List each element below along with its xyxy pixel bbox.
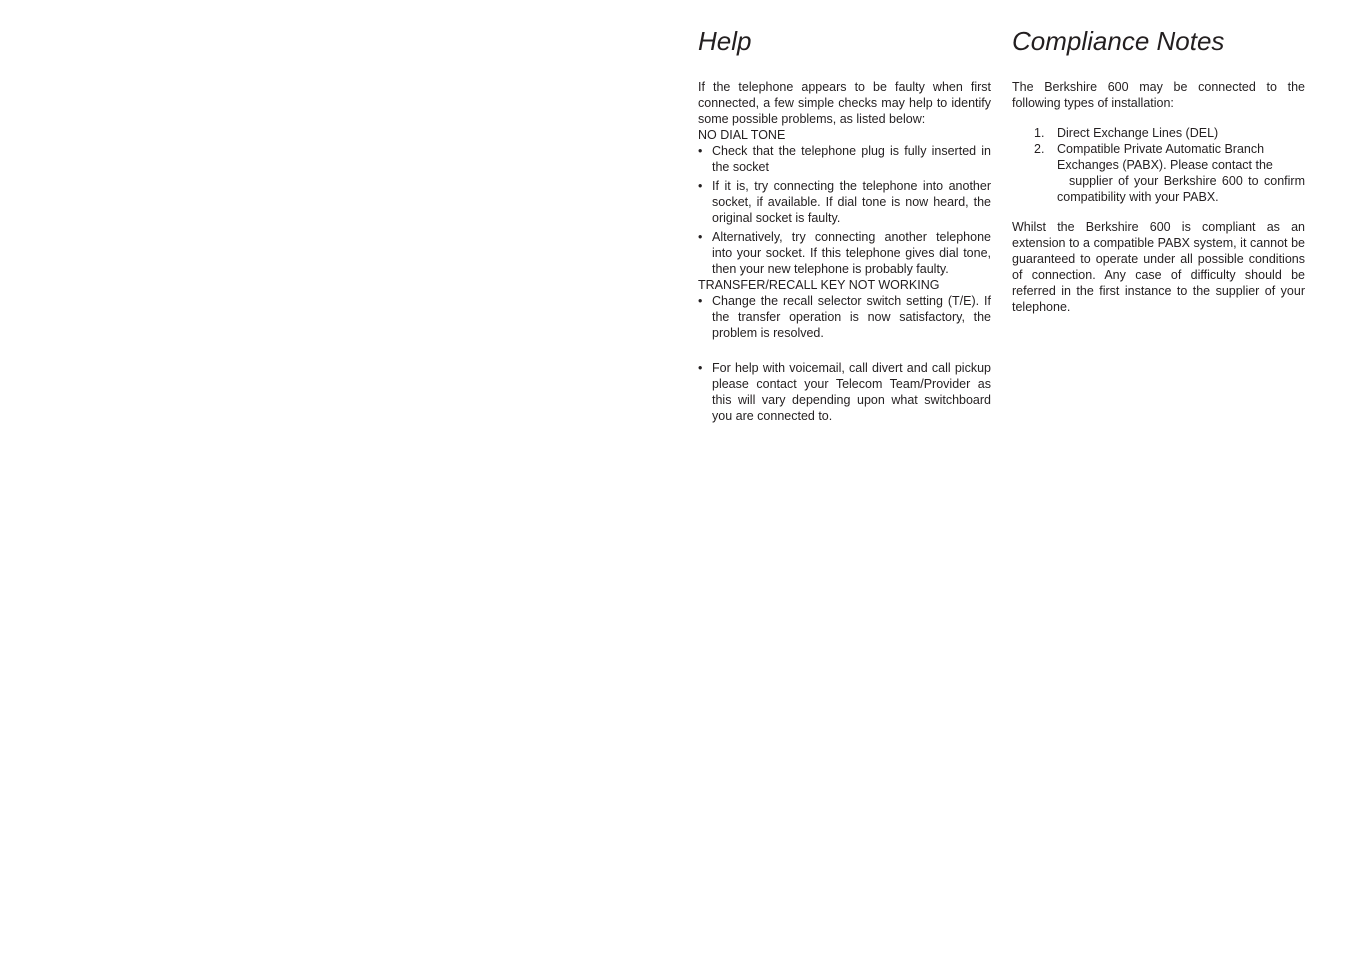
list-item-text: If it is, try connecting the telephone into another socket, if available. If dial tone is now heard, the original socket is faulty.: [712, 179, 991, 225]
compliance-section: [1012, 24, 1305, 315]
help-intro: If the telephone appears to be faulty when first connected, a few simple checks may help to identify some possible problems, as listed below:: [698, 80, 991, 126]
list-number: 1.: [1034, 126, 1045, 140]
help-title: Help: [698, 26, 752, 56]
transfer-recall-list: [698, 293, 991, 341]
list-item-text: supplier of your Berkshire 600 to confirm: [1069, 174, 1305, 188]
list-item: [698, 229, 991, 277]
list-item: [698, 293, 991, 341]
bullet-icon: •: [698, 294, 703, 308]
list-item-text: Direct Exchange Lines (DEL): [1057, 126, 1219, 140]
list-item: [1012, 141, 1305, 205]
no-dial-tone-heading: NO DIAL TONE: [698, 128, 786, 142]
compliance-title: Compliance Notes: [1012, 26, 1225, 56]
list-item: [698, 178, 991, 226]
transfer-recall-heading: TRANSFER/RECALL KEY NOT WORKING: [698, 278, 940, 292]
bullet-icon: •: [698, 361, 703, 375]
list-item-text: Exchanges (PABX). Please contact the: [1057, 158, 1273, 172]
installation-types-list: [1012, 125, 1305, 205]
list-item-text: compatibility with your PABX.: [1057, 190, 1219, 204]
list-item: [698, 360, 991, 424]
bullet-icon: •: [698, 179, 703, 193]
no-dial-tone-list: [698, 143, 991, 277]
list-item-text: Change the recall selector switch setting (T/E). If the transfer operation is now satisfactory, the problem is resolved.: [712, 294, 991, 340]
list-item: [698, 143, 991, 175]
help-section: [698, 24, 991, 424]
list-item-text: For help with voicemail, call divert and call pickup please contact your Telecom Team/Provider as this will vary depending upon what switchboard you are connected to.: [712, 361, 991, 423]
additional-help-list: [698, 360, 991, 424]
compliance-intro: The Berkshire 600 may be connected to the following types of installation:: [1012, 80, 1305, 110]
list-item-text: Compatible Private Automatic Branch: [1057, 142, 1265, 156]
bullet-icon: •: [698, 230, 703, 244]
list-item-text: Check that the telephone plug is fully inserted in the socket: [712, 144, 991, 174]
list-item-text: Alternatively, try connecting another telephone into your socket. If this telephone gives dial tone, then your new telephone is probably faulty.: [712, 230, 991, 276]
bullet-icon: •: [698, 144, 703, 158]
list-number: 2.: [1034, 142, 1045, 156]
list-item: [1012, 125, 1305, 141]
compliance-statement: Whilst the Berkshire 600 is compliant as an extension to a compatible PABX system, it cannot be guaranteed to operate under all possible conditions of connection. Any case of difficulty should be referred in the first instance to the supplier of your telephone.: [1012, 220, 1305, 314]
